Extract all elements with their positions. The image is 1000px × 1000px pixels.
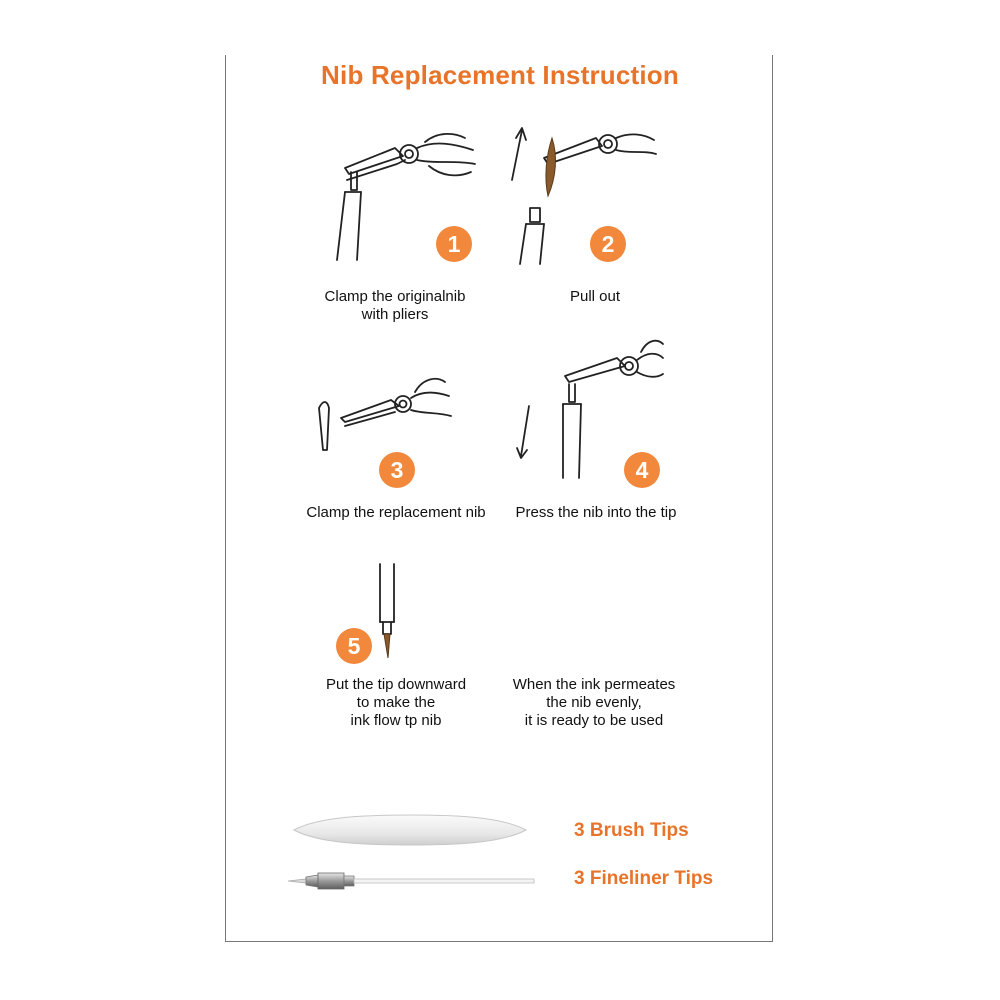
- step-3-illustration: [305, 360, 455, 470]
- step-3-caption: Clamp the replacement nib: [306, 504, 486, 521]
- step-1-badge: 1: [436, 226, 472, 262]
- brush-tips-label: 3 Brush Tips: [574, 820, 689, 841]
- step-4-caption: Press the nib into the tip: [515, 504, 677, 521]
- step-5-illustration: [370, 562, 410, 662]
- instruction-card: [225, 55, 773, 942]
- step-1-caption: Clamp the originalnib with pliers: [324, 288, 466, 323]
- step-5-badge: 5: [336, 628, 372, 664]
- step-4-badge: 4: [624, 452, 660, 488]
- step-2-illustration: [500, 118, 660, 268]
- fineliner-tips-label: 3 Fineliner Tips: [574, 868, 714, 889]
- step-5-caption: Put the tip downward to make the ink flow tp nib: [325, 676, 467, 729]
- fineliner-tip-image: [284, 868, 540, 894]
- step-2-badge: 2: [590, 226, 626, 262]
- step-3-badge: 3: [379, 452, 415, 488]
- page-title: Nib Replacement Instruction: [321, 60, 679, 90]
- brush-tip-image: [290, 812, 530, 848]
- step-2-caption: Pull out: [569, 288, 621, 305]
- final-note-caption: When the ink permeates the nib evenly, it is ready to be used: [512, 676, 676, 729]
